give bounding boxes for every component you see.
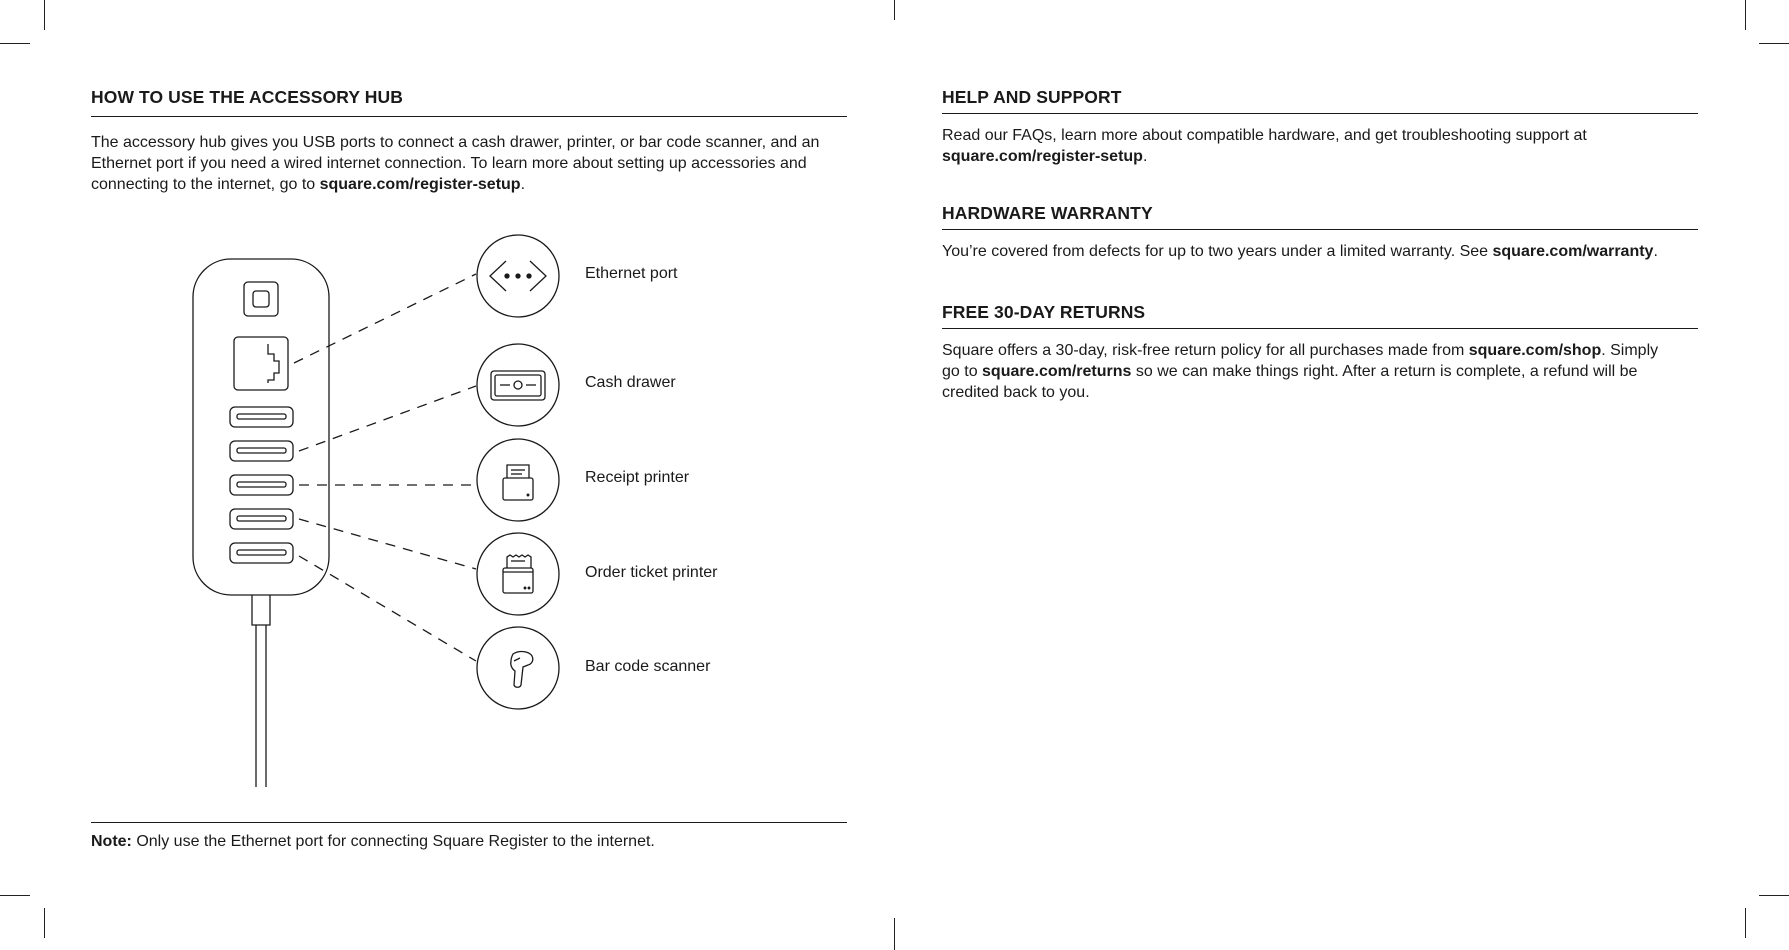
order-ticket-printer-icon xyxy=(503,555,533,593)
hub-usb-ports xyxy=(230,407,293,563)
help-support-text: Read our FAQs, learn more about compatible hardware, and get troubleshooting support at square.com/register-setup. xyxy=(942,127,1587,165)
shop-link[interactable]: square.com/shop xyxy=(1468,342,1602,359)
crop-mark xyxy=(0,895,30,896)
crop-mark xyxy=(1745,908,1746,938)
note-text: Only use the Ethernet port for connecting Square Register to the internet. xyxy=(131,833,655,850)
accessory-hub-intro: The accessory hub gives you USB ports to connect a cash drawer, printer, or bar code scanner, and an Ethernet port if you need a wired internet connection. To learn more about setting up accessories and connecting to the internet, go to square.com/register-setup. xyxy=(91,134,820,193)
crop-mark xyxy=(894,918,895,950)
label-bar-code-scanner: Bar code scanner xyxy=(585,658,711,675)
hardware-warranty-title: HARDWARE WARRANTY xyxy=(942,203,1698,230)
hub-cable xyxy=(252,595,270,787)
label-ethernet-port: Ethernet port xyxy=(585,265,678,282)
crop-mark xyxy=(44,908,45,938)
free-returns-text: Square offers a 30-day, risk-free return policy for all purchases made from square.com/shop. Simply go to square.com/returns so we can make things right. After a return is complete, a refund will be credited back to you. xyxy=(942,342,1659,401)
crop-mark xyxy=(1759,43,1789,44)
receipt-printer-icon xyxy=(503,465,533,500)
bar-code-scanner-icon xyxy=(511,652,533,688)
support-register-setup-link[interactable]: square.com/register-setup xyxy=(942,148,1143,165)
register-setup-link[interactable]: square.com/register-setup xyxy=(319,176,521,193)
label-cash-drawer: Cash drawer xyxy=(585,374,676,391)
crop-mark xyxy=(0,43,30,44)
accessory-hub-title: HOW TO USE THE ACCESSORY HUB xyxy=(91,87,847,117)
label-order-ticket-printer: Order ticket printer xyxy=(585,564,718,581)
label-receipt-printer: Receipt printer xyxy=(585,469,690,486)
crop-mark xyxy=(44,0,45,30)
help-support-section xyxy=(942,87,1698,167)
free-returns-section xyxy=(942,302,1698,403)
crop-mark xyxy=(894,0,895,20)
returns-link[interactable]: square.com/returns xyxy=(982,363,1132,380)
cash-drawer-icon xyxy=(491,371,545,400)
hardware-warranty-text: You’re covered from defects for up to two years under a limited warranty. See square.com/warranty. xyxy=(942,243,1658,260)
hub-ethernet-port xyxy=(234,337,288,390)
accessory-hub-section xyxy=(91,87,847,195)
help-support-title: HELP AND SUPPORT xyxy=(942,87,1698,114)
crop-mark xyxy=(1745,0,1746,30)
accessory-hub-diagram xyxy=(0,0,1,1)
crop-mark xyxy=(1759,895,1789,896)
hardware-warranty-section xyxy=(942,203,1698,262)
warranty-link[interactable]: square.com/warranty xyxy=(1492,243,1654,260)
ethernet-note xyxy=(91,822,847,852)
ethernet-icon xyxy=(490,261,546,291)
free-returns-title: FREE 30-DAY RETURNS xyxy=(942,302,1698,329)
note-label: Note: xyxy=(91,833,132,850)
hub-button xyxy=(244,282,278,316)
